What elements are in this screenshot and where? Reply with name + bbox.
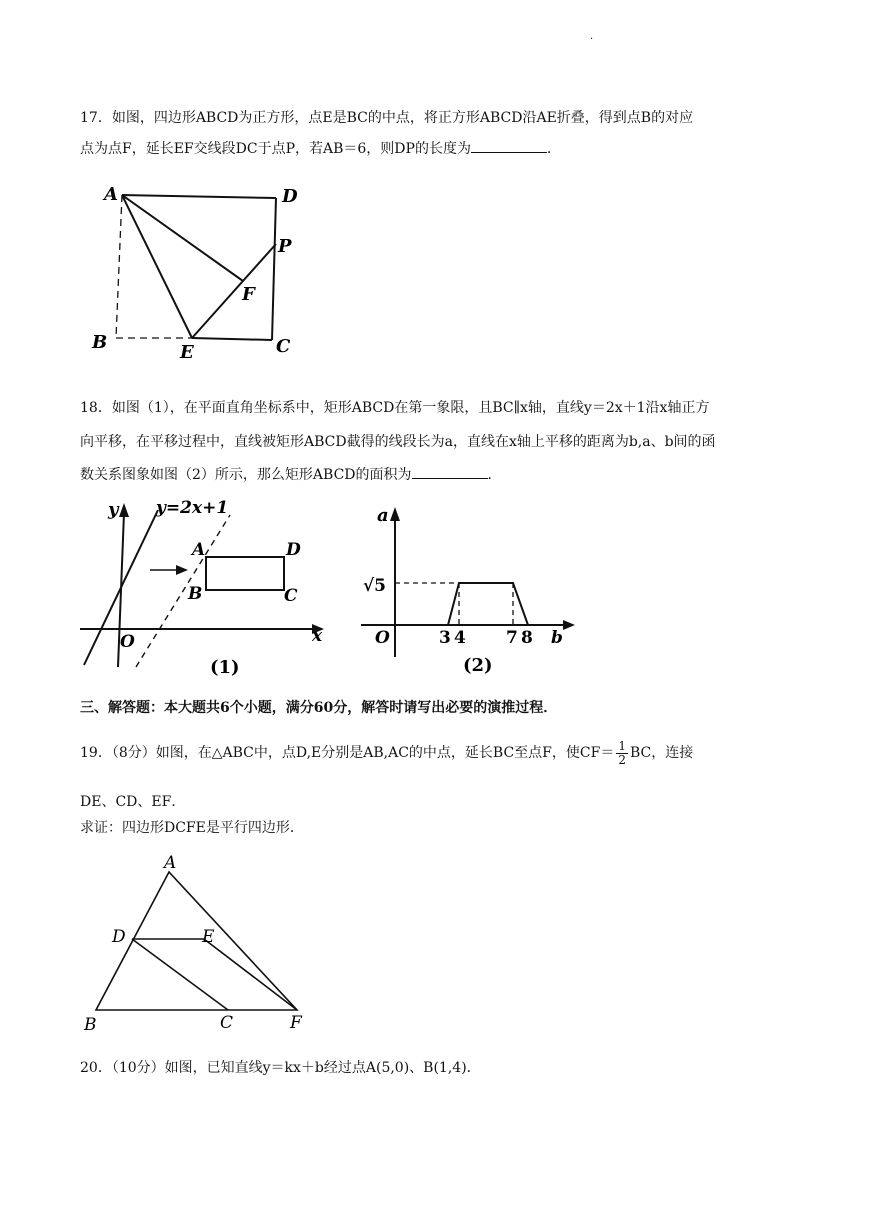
q18-figure-2 [355, 495, 595, 685]
q18-line1: 18．如图（1），在平面直角坐标系中，矩形ABCD在第一象限，且BC∥x轴，直线y＝2x＋1沿x轴正方 [80, 400, 710, 416]
q18-fig2-peak-label: √5 [363, 576, 387, 596]
q19-line1-a: 19．（8分）如图，在△ABC中，点D,E分别是AB,AC的中点，延长BC至点F，使CF＝ [80, 745, 615, 761]
q19-line3: 求证：四边形DCFE是平行四边形． [80, 820, 304, 836]
q17-line2-text: 点为点F，延长EF交线段DC于点P，若AB＝6，则DP的长度为 [80, 141, 471, 157]
q18-fig1-label-b: B [188, 584, 203, 604]
q18-fig2-tick-7: 7 [506, 628, 518, 648]
q18-fig1-label-d: D [286, 540, 301, 560]
q19-figure [80, 850, 320, 1035]
q18-answer-blank[interactable] [412, 464, 488, 479]
q18-fig2-x-axis: b [551, 628, 563, 648]
q17-label-b: B [92, 332, 108, 353]
q18-fig2-caption: (2) [463, 655, 493, 676]
q18-fig2-origin: O [375, 628, 390, 648]
q17-label-a: A [104, 184, 118, 205]
q19-line1 [80, 738, 792, 768]
q19-label-c: C [220, 1013, 234, 1033]
q17-end: ． [546, 141, 561, 157]
q19-label-d: D [112, 927, 126, 947]
q18-line3-text: 数关系图象如图（2）所示，那么矩形ABCD的面积为 [80, 467, 412, 483]
q19-frac-den: 2 [618, 752, 626, 767]
q18-fig1-origin: O [120, 632, 135, 652]
q18-fig1-y-axis: y [108, 499, 119, 520]
q17-label-e: E [180, 342, 194, 363]
q17-line2 [80, 138, 792, 159]
q19-label-b: B [84, 1015, 97, 1035]
q18-fig2-y-axis: a [377, 505, 389, 526]
q18-figure-1 [80, 495, 340, 685]
q18-line2: 向平移，在平移过程中，直线被矩形ABCD截得的线段长为a，直线在x轴上平移的距离为b,a、b间的函 [80, 434, 716, 450]
q17-label-d: D [282, 186, 298, 207]
q18-fig1-line-label: y=2x+1 [156, 498, 229, 518]
q17-line1: 17．如图，四边形ABCD为正方形，点E是BC的中点，将正方形ABCD沿AE折叠，得到点B的对应 [80, 110, 694, 126]
section-3-heading: 三、解答题：本大题共6个小题，满分60分，解答时请写出必要的演推过程． [80, 700, 558, 716]
q18-end: ． [487, 467, 502, 483]
q18-fig1-label-a: A [192, 540, 206, 560]
q17-label-c: C [276, 336, 291, 357]
q18-fig2-tick-3: 3 [439, 628, 451, 648]
q18-fig1-caption: (1) [210, 657, 240, 678]
q19-label-a: A [164, 853, 177, 873]
q18-fig1-label-c: C [284, 586, 298, 606]
q17-answer-blank[interactable] [471, 138, 547, 153]
q19-label-f: F [290, 1013, 302, 1033]
q18-fig2-tick-4: 4 [454, 628, 466, 648]
q17-label-f: F [242, 284, 255, 305]
q18-fig1-x-axis: x [312, 626, 323, 646]
q18-line3 [80, 464, 792, 485]
q19-line2: DE、CD、EF． [80, 794, 186, 810]
q20-line1: 20．（10分）如图，已知直线y＝kx＋b经过点A(5,0)、B(1,4)． [80, 1060, 481, 1076]
q17-label-p: P [278, 236, 292, 257]
q19-fraction [616, 740, 628, 767]
q17-figure [80, 180, 320, 365]
q19-line1-b: BC，连接 [629, 745, 694, 761]
q18-fig2-tick-8: 8 [521, 628, 533, 648]
header-mark: · [590, 34, 594, 45]
q19-label-e: E [202, 927, 215, 947]
q19-frac-num: 1 [618, 738, 626, 753]
